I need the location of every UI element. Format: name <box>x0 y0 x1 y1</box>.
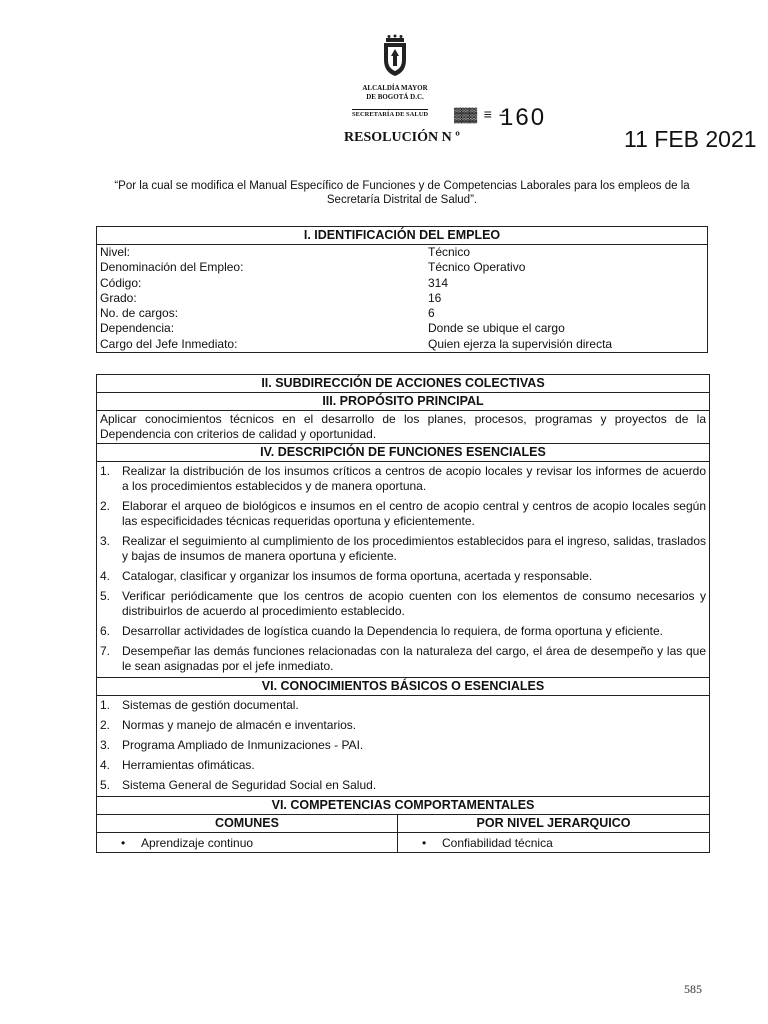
item-number: 5. <box>100 589 111 603</box>
list-item <box>97 532 709 567</box>
list-item <box>97 696 709 717</box>
item-number: 2. <box>100 499 111 513</box>
institution-line-3: SECRETARÍA DE SALUD <box>352 111 429 118</box>
coat-of-arms-icon <box>380 34 410 78</box>
field-label: Código: <box>100 275 142 290</box>
knowledge-title: VI. CONOCIMIENTOS BÁSICOS O ESENCIALES <box>97 678 709 696</box>
field-value: 16 <box>428 290 442 305</box>
field-value: Quien ejerza la supervisión directa <box>428 336 613 351</box>
item-number: 5. <box>100 778 111 792</box>
bullet-icon: • <box>121 836 126 850</box>
institution-line-1: ALCALDÍA MAYOR <box>362 84 428 92</box>
list-item <box>97 462 709 498</box>
table-row <box>97 245 707 261</box>
purpose-text: Aplicar conocimientos técnicos en el desarrollo de los planes, procesos, programas y proyectos de la Dependencia con criterios de calidad y oportunidad. <box>97 411 709 444</box>
item-number: 4. <box>100 758 111 772</box>
field-label: Cargo del Jefe Inmediato: <box>100 336 238 351</box>
item-text: Desempeñar las demás funciones relacionadas con la naturaleza del cargo, el área de desempeño y las que le sean asignadas por el jefe inmediato. <box>122 644 706 673</box>
item-number: 1. <box>100 698 111 712</box>
identification-title: I. IDENTIFICACIÓN DEL EMPLEO <box>97 227 707 245</box>
field-label: Grado: <box>100 290 137 305</box>
item-text: Realizar el seguimiento al cumplimiento de los procedimientos establecidos para el ingreso, salidas, traslados y bajas de insumos de manera oportuna y eficiente. <box>122 534 706 563</box>
column-header-level: POR NIVEL JERARQUICO <box>398 815 710 833</box>
field-value: Técnico Operativo <box>428 260 526 275</box>
subdirection-title: II. SUBDIRECCIÓN DE ACCIONES COLECTIVAS <box>97 375 709 393</box>
field-value: Técnico <box>428 245 471 259</box>
page-number: 585 <box>684 982 702 996</box>
competency-common <box>97 833 398 853</box>
table-row <box>97 321 707 336</box>
item-text: Programa Ampliado de Inmunizaciones - PAI. <box>122 738 364 752</box>
item-text: Catalogar, clasificar y organizar los insumos de forma oportuna, acertada y responsable. <box>122 569 593 583</box>
competency-level <box>398 833 710 853</box>
competency-level-text: Confiabilidad técnica <box>442 836 553 850</box>
list-item <box>97 756 709 776</box>
list-item <box>97 716 709 736</box>
list-item <box>97 567 709 587</box>
job-description-table <box>96 374 710 853</box>
list-item <box>97 497 709 532</box>
item-number: 4. <box>100 569 111 583</box>
table-row <box>97 306 707 321</box>
competencies-title: VI. COMPETENCIAS COMPORTAMENTALES <box>97 797 709 815</box>
item-text: Verificar periódicamente que los centros de acopio cuenten con los elementos de consumo necesarios y distribuirlos de acuerdo al procedimiento establecido. <box>122 589 706 618</box>
item-text: Desarrollar actividades de logística cuando la Dependencia lo requiera, de forma oportuna y eficiente. <box>122 624 663 638</box>
institution-line-2: DE BOGOTÁ D.C. <box>366 93 424 101</box>
table-row <box>97 291 707 306</box>
purpose-title: III. PROPÓSITO PRINCIPAL <box>97 393 709 411</box>
resolution-date: 11 FEB 2021 <box>624 126 757 152</box>
list-item <box>97 622 709 642</box>
list-item <box>97 642 709 678</box>
field-label: Nivel: <box>100 245 131 259</box>
column-header-common: COMUNES <box>97 815 398 833</box>
item-number: 3. <box>100 534 111 548</box>
item-number: 6. <box>100 624 111 638</box>
table-row <box>97 337 707 352</box>
table-row <box>97 833 709 853</box>
list-item <box>97 776 709 796</box>
item-number: 7. <box>100 644 111 658</box>
item-number: 1. <box>100 464 111 478</box>
item-text: Realizar la distribución de los insumos críticos a centros de acopio locales y revisar los informes de acuerdo a los procedimientos establecidos y de manera oportuna. <box>122 464 706 493</box>
list-item <box>97 736 709 756</box>
list-item <box>97 587 709 622</box>
item-text: Elaborar el arqueo de biológicos e insumos en el centro de acopio central y centros de acopio locales según las especificidades técnicas requeridas oportuna y eficientemente. <box>122 499 706 528</box>
field-value: Donde se ubique el cargo <box>428 321 565 336</box>
field-value: 314 <box>428 275 449 290</box>
item-text: Herramientas ofimáticas. <box>122 758 255 772</box>
table-row <box>97 260 707 275</box>
competency-common-text: Aprendizaje continuo <box>141 836 254 850</box>
resolution-subject: “Por la cual se modifica el Manual Específico de Funciones y de Competencias Laborales para los empleos de la Secretaría Distrital de Salud”. <box>114 180 690 206</box>
identification-table <box>96 226 708 353</box>
functions-title: IV. DESCRIPCIÓN DE FUNCIONES ESENCIALES <box>97 444 709 462</box>
item-number: 2. <box>100 718 111 732</box>
resolution-number: 160 <box>500 104 547 131</box>
number-stamp-mark: ▓▓▓ ≡ – <box>454 108 506 124</box>
field-value: 6 <box>428 306 435 321</box>
bullet-icon: • <box>422 836 427 850</box>
field-label: Dependencia: <box>100 321 175 336</box>
field-label: No. de cargos: <box>100 306 179 321</box>
table-row <box>97 276 707 291</box>
item-text: Sistemas de gestión documental. <box>122 698 299 712</box>
item-text: Normas y manejo de almacén e inventarios. <box>122 718 357 732</box>
resolution-label: RESOLUCIÓN N º <box>344 130 460 145</box>
item-text: Sistema General de Seguridad Social en Salud. <box>122 778 377 792</box>
field-label: Denominación del Empleo: <box>100 260 244 275</box>
document-header <box>0 0 768 160</box>
item-number: 3. <box>100 738 111 752</box>
